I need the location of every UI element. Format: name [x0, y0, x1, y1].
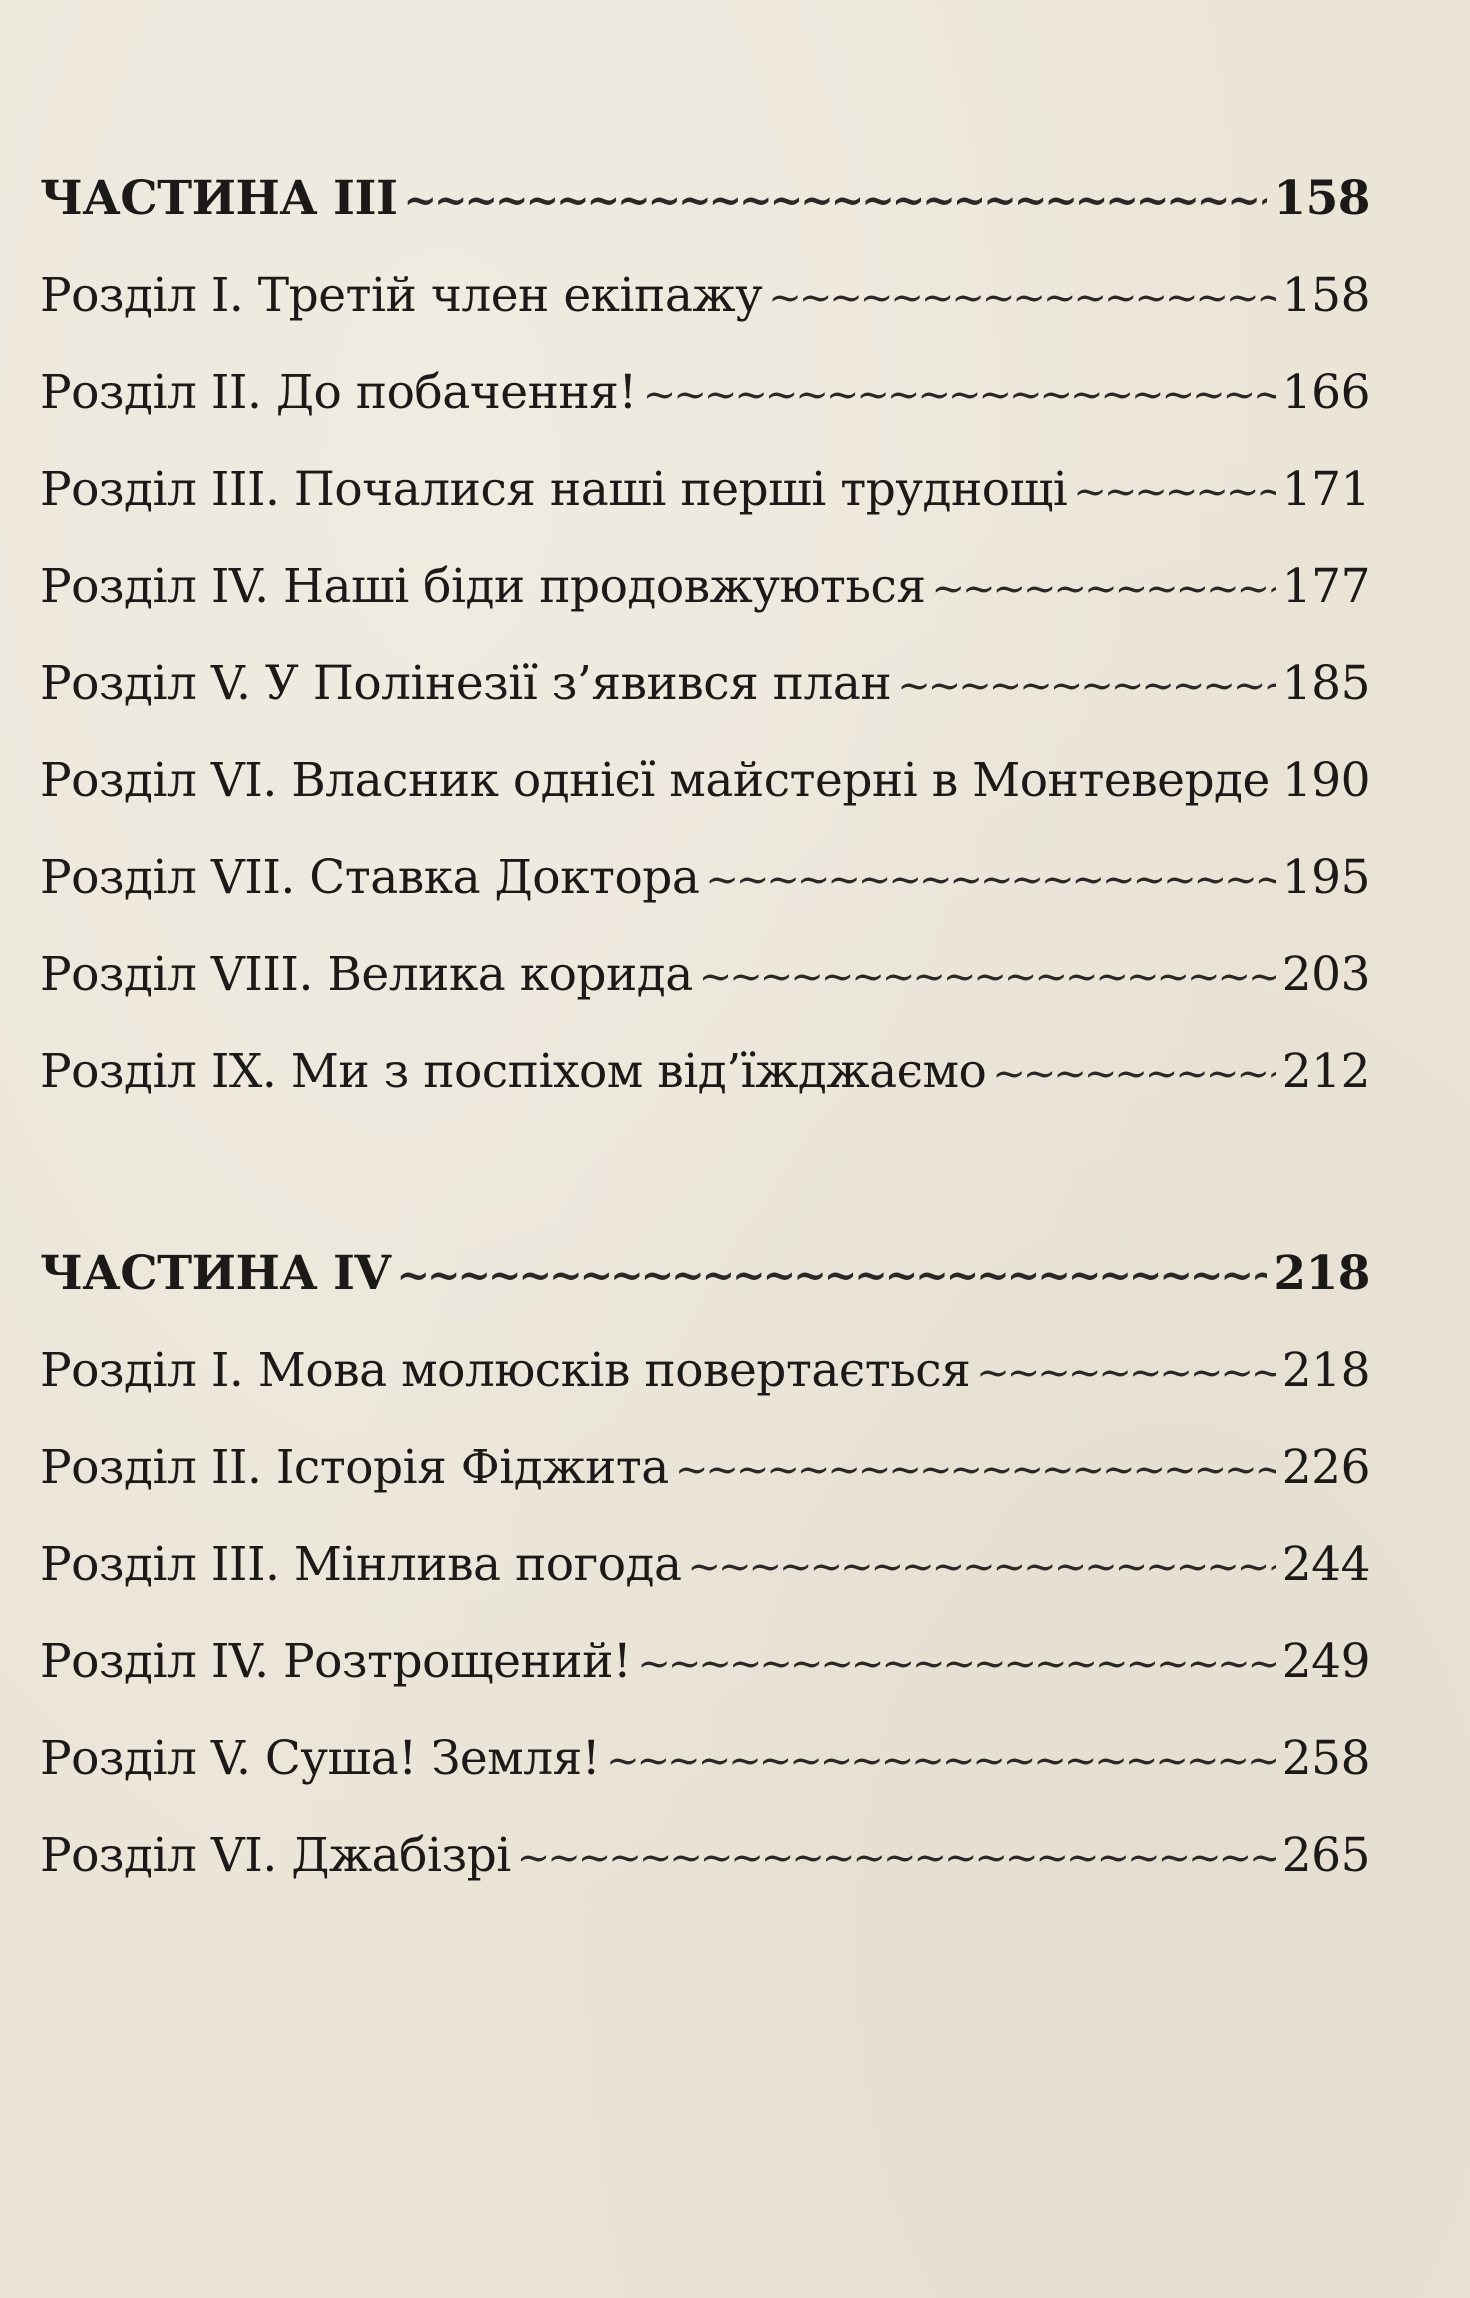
chapter-page-number: 218: [1281, 1343, 1370, 1398]
dot-leader: [606, 1713, 1276, 1810]
part-heading: [40, 150, 1370, 247]
part-page-number: 218: [1273, 1246, 1370, 1301]
chapter-title: Розділ I. Мова молюсків повертається: [40, 1343, 971, 1398]
toc-entry: [40, 1807, 1370, 1904]
chapter-title: Розділ IX. Ми з поспіхом від’їжджаємо: [40, 1044, 987, 1099]
chapter-title: Розділ I. Третій член екіпажу: [40, 268, 763, 323]
dot-leader: [396, 1227, 1267, 1324]
part-page-number: 158: [1273, 171, 1370, 226]
chapter-title: Розділ IV. Розтрощений!: [40, 1634, 632, 1689]
dot-leader: [404, 152, 1268, 249]
chapter-title: Розділ VIII. Велика корида: [40, 947, 693, 1002]
chapter-page-number: 166: [1281, 365, 1370, 420]
chapter-page-number: 195: [1281, 850, 1370, 905]
toc-entry: [40, 732, 1370, 829]
chapter-page-number: 244: [1281, 1537, 1370, 1592]
toc-entry: [40, 1322, 1370, 1419]
chapter-title: Розділ III. Почалися наші перші труднощі: [40, 462, 1068, 517]
part-section: [40, 150, 1370, 1120]
toc-entry: [40, 1023, 1370, 1120]
chapter-title: Розділ VI. Джабізрі: [40, 1828, 511, 1883]
dot-leader: [768, 250, 1275, 347]
part-title: ЧАСТИНА III: [40, 171, 398, 226]
chapter-title: Розділ II. Історія Фіджита: [40, 1440, 669, 1495]
chapter-page-number: 177: [1281, 559, 1370, 614]
toc-entry: [40, 829, 1370, 926]
dot-leader: [517, 1810, 1276, 1907]
chapter-page-number: 212: [1281, 1044, 1370, 1099]
chapter-title: Розділ V. У Полінезії з’явився план: [40, 656, 892, 711]
part-section: [40, 1225, 1370, 1904]
chapter-page-number: 158: [1281, 268, 1370, 323]
toc-entry: [40, 344, 1370, 441]
toc-entry: [40, 538, 1370, 635]
toc-entry: [40, 1419, 1370, 1516]
dot-leader: [643, 347, 1276, 444]
toc-entry: [40, 926, 1370, 1023]
part-heading: [40, 1225, 1370, 1322]
dot-leader: [675, 1422, 1276, 1519]
toc-entry: [40, 635, 1370, 732]
toc-entry: [40, 441, 1370, 538]
toc-entry: [40, 1613, 1370, 1710]
chapter-title: Розділ IV. Наші біди продовжуються: [40, 559, 926, 614]
chapter-title: Розділ III. Мінлива погода: [40, 1537, 682, 1592]
part-title: ЧАСТИНА IV: [40, 1246, 391, 1301]
dot-leader: [897, 638, 1276, 735]
chapter-page-number: 190: [1281, 753, 1371, 808]
chapter-title: Розділ VI. Власник однієї майстерні в Монтеверде: [40, 753, 1270, 808]
chapter-title: Розділ V. Суша! Земля!: [40, 1731, 601, 1786]
chapter-page-number: 265: [1281, 1828, 1370, 1883]
dot-leader: [699, 929, 1276, 1026]
table-of-contents: [40, 150, 1370, 1904]
chapter-page-number: 203: [1281, 947, 1370, 1002]
chapter-title: Розділ II. До побачення!: [40, 365, 637, 420]
toc-entry: [40, 1710, 1370, 1807]
chapter-page-number: 249: [1281, 1634, 1370, 1689]
dot-leader: [688, 1519, 1276, 1616]
toc-entry: [40, 1516, 1370, 1613]
chapter-page-number: 258: [1281, 1731, 1370, 1786]
chapter-page-number: 171: [1281, 462, 1370, 517]
dot-leader: [705, 832, 1275, 929]
chapter-title: Розділ VII. Ставка Доктора: [40, 850, 700, 905]
chapter-page-number: 185: [1281, 656, 1370, 711]
dot-leader: [992, 1026, 1275, 1123]
dot-leader: [976, 1325, 1276, 1422]
chapter-page-number: 226: [1281, 1440, 1370, 1495]
dot-leader: [931, 541, 1275, 638]
dot-leader: [1073, 444, 1275, 541]
toc-entry: [40, 247, 1370, 344]
dot-leader: [637, 1616, 1275, 1713]
